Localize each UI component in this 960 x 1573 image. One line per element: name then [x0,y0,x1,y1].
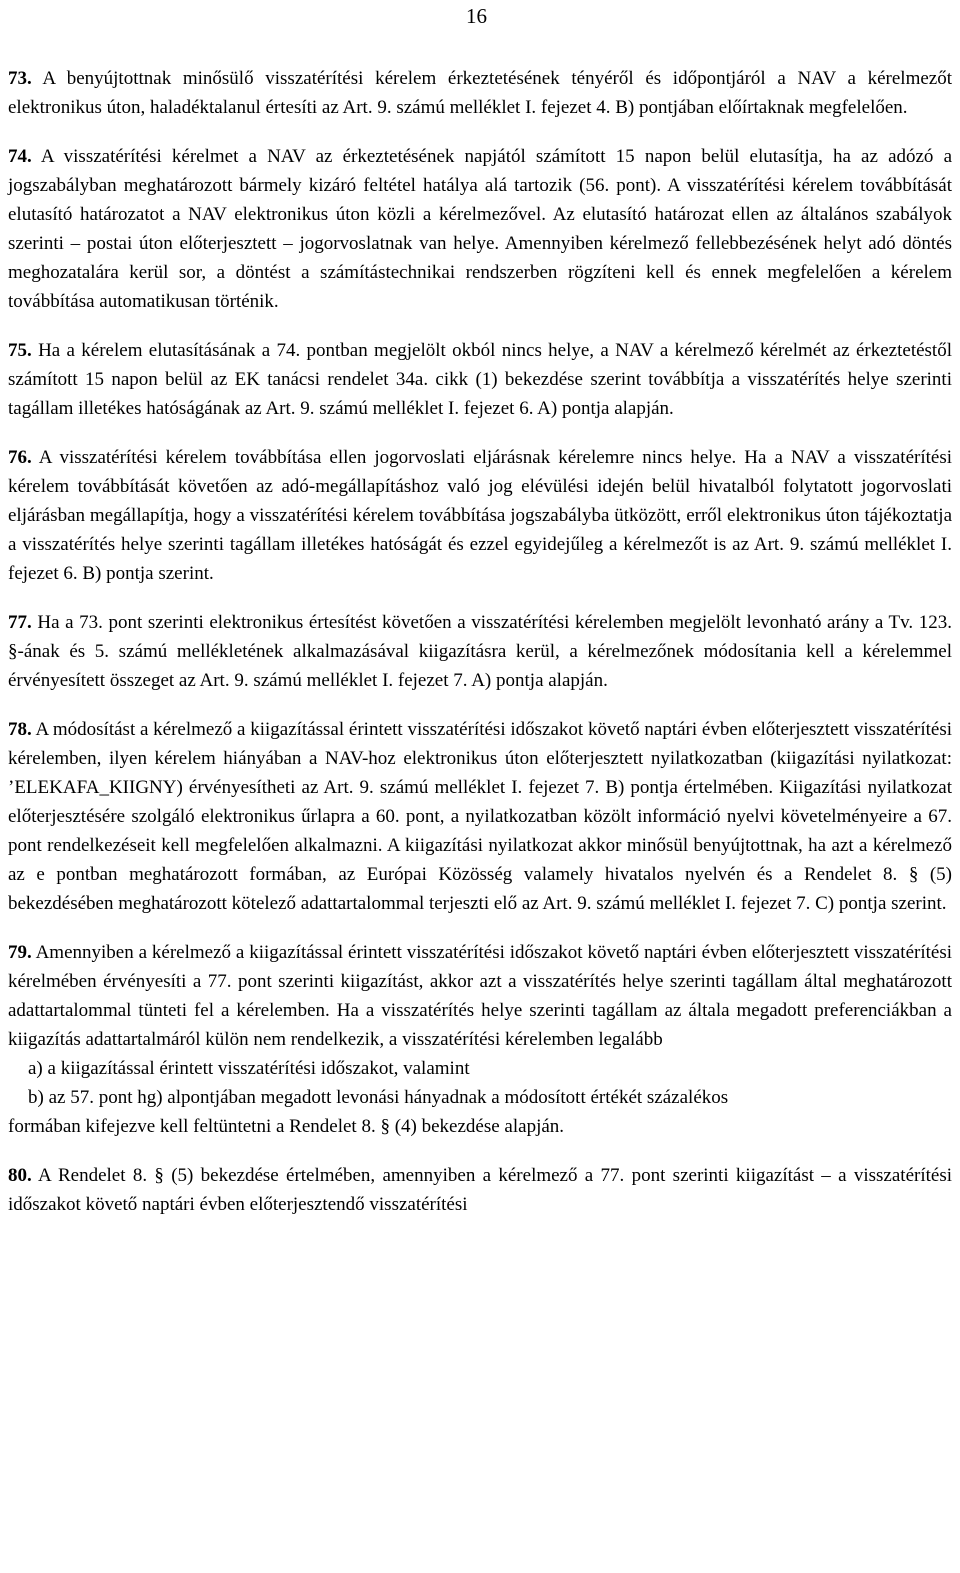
paragraph-number: 76. [8,447,32,468]
paragraph-number: 75. [8,340,32,361]
paragraph-78 [8,715,952,918]
paragraph-text: A benyújtottnak minősülő visszatérítési kérelem érkeztetésének tényéről és időpontjáról a NAV a kérelmezőt elektronikus úton, haladéktalanul értesíti az Art. 9. számú melléklet I. fejezet 4. B) pontjában előírtaknak megfelelően. [8,68,952,118]
page-number: 16 [466,4,487,28]
paragraph-74 [8,142,952,316]
paragraph-text: A visszatérítési kérelem továbbítása ellen jogorvoslati eljárásnak kérelemre nincs helye. Ha a NAV a visszatérítési kérelem továbbítását követően az adó-megállapításhoz való jog elévülési idején belül hivatalból folytatott jogorvoslati eljárásban megállapítja, hogy a visszatérítési kérelem továbbítása jogszabályba ütközött, erről elektronikus úton tájékoztatja a visszatérítés helye szerinti tagállam illetékes hatóságát és ezzel egyidejűleg a kérelmezőt is az Art. 9. számú melléklet I. fejezet 6. B) pontja szerint. [8,447,952,584]
paragraph-text: Amennyiben a kérelmező a kiigazítással érintett visszatérítési időszakot követő naptári évben előterjesztett visszatérítési kérelmében érvényesíti a 77. pont szerinti kiigazítást, akkor azt a visszatérítés helye szerinti tagállam által meghatározott adattartalommal tünteti fel a kérelemben. Ha a visszatérítés helye szerinti tagállam az általa megadott preferenciákban a kiigazítás adattartalmáról külön nem rendelkezik, a visszatérítési kérelemben legalább [8,942,952,1050]
paragraph-number: 80. [8,1165,32,1186]
paragraph-80 [8,1161,952,1219]
paragraph-number: 73. [8,68,32,89]
paragraph-text: Ha a 73. pont szerinti elektronikus értesítést követően a visszatérítési kérelemben megjelölt levonható arány a Tv. 123. §-ának és 5. számú mellékletének alkalmazásával kiigazításra kerül, a kérelmezőnek módosítania kell a kérelemmel érvényesített összeget az Art. 9. számú melléklet I. fejezet 7. A) pontja alapján. [8,612,952,691]
paragraph-number: 78. [8,719,32,740]
paragraph-73 [8,64,952,122]
paragraph-text: A módosítást a kérelmező a kiigazítással érintett visszatérítési időszakot követő naptári évben előterjesztett visszatérítési kérelemben, ilyen kérelem hiányában a NAV-hoz elektronikus úton előterjesztett nyilatkozatban (kiigazítási nyilatkozat: ’ELEKAFA_KIIGNY) érvényesítheti az Art. 9. számú melléklet I. fejezet 7. B) pontja értelmében. Kiigazítási nyilatkozat előterjesztésére szolgáló elektronikus űrlapra a 60. pont, a nyilatkozatban közölt információ nyelvi követelményeire a 67. pont rendelkezéseit kell megfelelően alkalmazni. A kiigazítási nyilatkozat akkor minősül benyújtottnak, ha azt a kérelmező az e pontban meghatározott formában, az Európai Közösség valamely hivatalos nyelvén és a Rendelet 8. § (5) bekezdésében meghatározott kötelező adattartalommal terjeszti elő az Art. 9. számú melléklet I. fejezet 7. C) pontja szerint. [8,719,952,914]
list-item: a) a kiigazítással érintett visszatérítési időszakot, valamint [28,1058,470,1079]
paragraph-text: A visszatérítési kérelmet a NAV az érkeztetésének napjától számított 15 napon belül elutasítja, ha az adózó a jogszabályban meghatározott bármely kizáró feltétel hatálya alá tartozik (56. pont). A visszatérítési kérelem továbbítását elutasító határozatot a NAV elektronikus úton közli a kérelmezővel. Az elutasító határozat ellen az általános szabályok szerinti – postai úton előterjesztett – jogorvoslatnak van helye. Amennyiben kérelmező fellebbezésének helyt adó döntés meghozatalára kerül sor, a döntést a számítástechnikai rendszerben rögzíteni kell és ennek megfelelően a kérelem továbbítása automatikusan történik. [8,146,952,312]
paragraph-79 [8,938,952,1141]
paragraph-75 [8,336,952,423]
list-item: b) az 57. pont hg) alpontjában megadott levonási hányadnak a módosított értékét százalékos [28,1087,729,1108]
paragraph-77 [8,608,952,695]
paragraph-number: 79. [8,942,32,963]
paragraph-continuation: formában kifejezve kell feltüntetni a Rendelet 8. § (4) bekezdése alapján. [8,1116,565,1137]
paragraph-text: Ha a kérelem elutasításának a 74. pontban megjelölt okból nincs helye, a NAV a kérelmező kérelmét az érkeztetéstől számított 15 napon belül az EK tanácsi rendelet 34a. cikk (1) bekezdése szerint továbbítja a visszatérítés helye szerinti tagállam illetékes hatóságának az Art. 9. számú melléklet I. fejezet 6. A) pontja alapján. [8,340,952,419]
paragraph-number: 74. [8,146,32,167]
document-body [8,64,952,1239]
paragraph-76 [8,443,952,588]
paragraph-number: 77. [8,612,32,633]
paragraph-text: A Rendelet 8. § (5) bekezdése értelmében, amennyiben a kérelmező a 77. pont szerinti kiigazítást – a visszatérítési időszakot követő naptári évben előterjesztendő visszatérítési [8,1165,952,1215]
